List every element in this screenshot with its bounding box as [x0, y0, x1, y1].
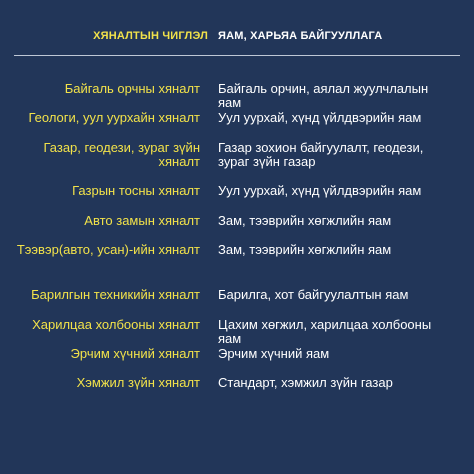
agency-cell: Байгаль орчин, аялал жуулчлалын яам	[218, 81, 429, 110]
inspection-cell: Авто замын хяналт	[84, 213, 200, 228]
agency-cell: Эрчим хүчний яам	[218, 346, 330, 361]
inspection-cell: Газар, геодези, зураг зүйн хяналт	[43, 140, 200, 169]
agency-cell: Зам, тээврийн хөгжлийн яам	[218, 242, 392, 257]
header-inspection-direction: ХЯНАЛТЫН ЧИГЛЭЛ	[93, 30, 208, 42]
inspection-cell: Эрчим хүчний хяналт	[70, 346, 200, 361]
header-divider	[14, 55, 460, 56]
inspection-cell: Геологи, уул уурхайн хяналт	[28, 110, 200, 125]
agency-cell: Газар зохион байгуулалт, геодези, зураг зүйн газар	[218, 140, 424, 169]
agency-cell: Цахим хөгжил, харилцаа холбооны яам	[218, 317, 432, 346]
table-header	[0, 30, 474, 52]
header-ministry-agency: ЯАМ, ХАРЬЯА БАЙГУУЛЛАГА	[218, 30, 383, 42]
agency-cell: Стандарт, хэмжил зүйн газар	[218, 375, 393, 390]
agency-cell: Уул уурхай, хүнд үйлдвэрийн яам	[218, 183, 422, 198]
inspection-cell: Харилцаа холбооны хяналт	[32, 317, 200, 332]
inspection-cell: Барилгын техникийн хяналт	[31, 287, 200, 302]
inspection-cell: Газрын тосны хяналт	[72, 183, 200, 198]
inspection-cell: Хэмжил зүйн хяналт	[76, 375, 200, 390]
inspection-cell: Байгаль орчны хяналт	[64, 81, 200, 96]
agency-cell: Зам, тээврийн хөгжлийн яам	[218, 213, 392, 228]
agency-cell: Барилга, хот байгуулалтын яам	[218, 287, 409, 302]
agency-cell: Уул уурхай, хүнд үйлдвэрийн яам	[218, 110, 422, 125]
inspection-cell: Тээвэр(авто, усан)-ийн хяналт	[16, 242, 200, 257]
